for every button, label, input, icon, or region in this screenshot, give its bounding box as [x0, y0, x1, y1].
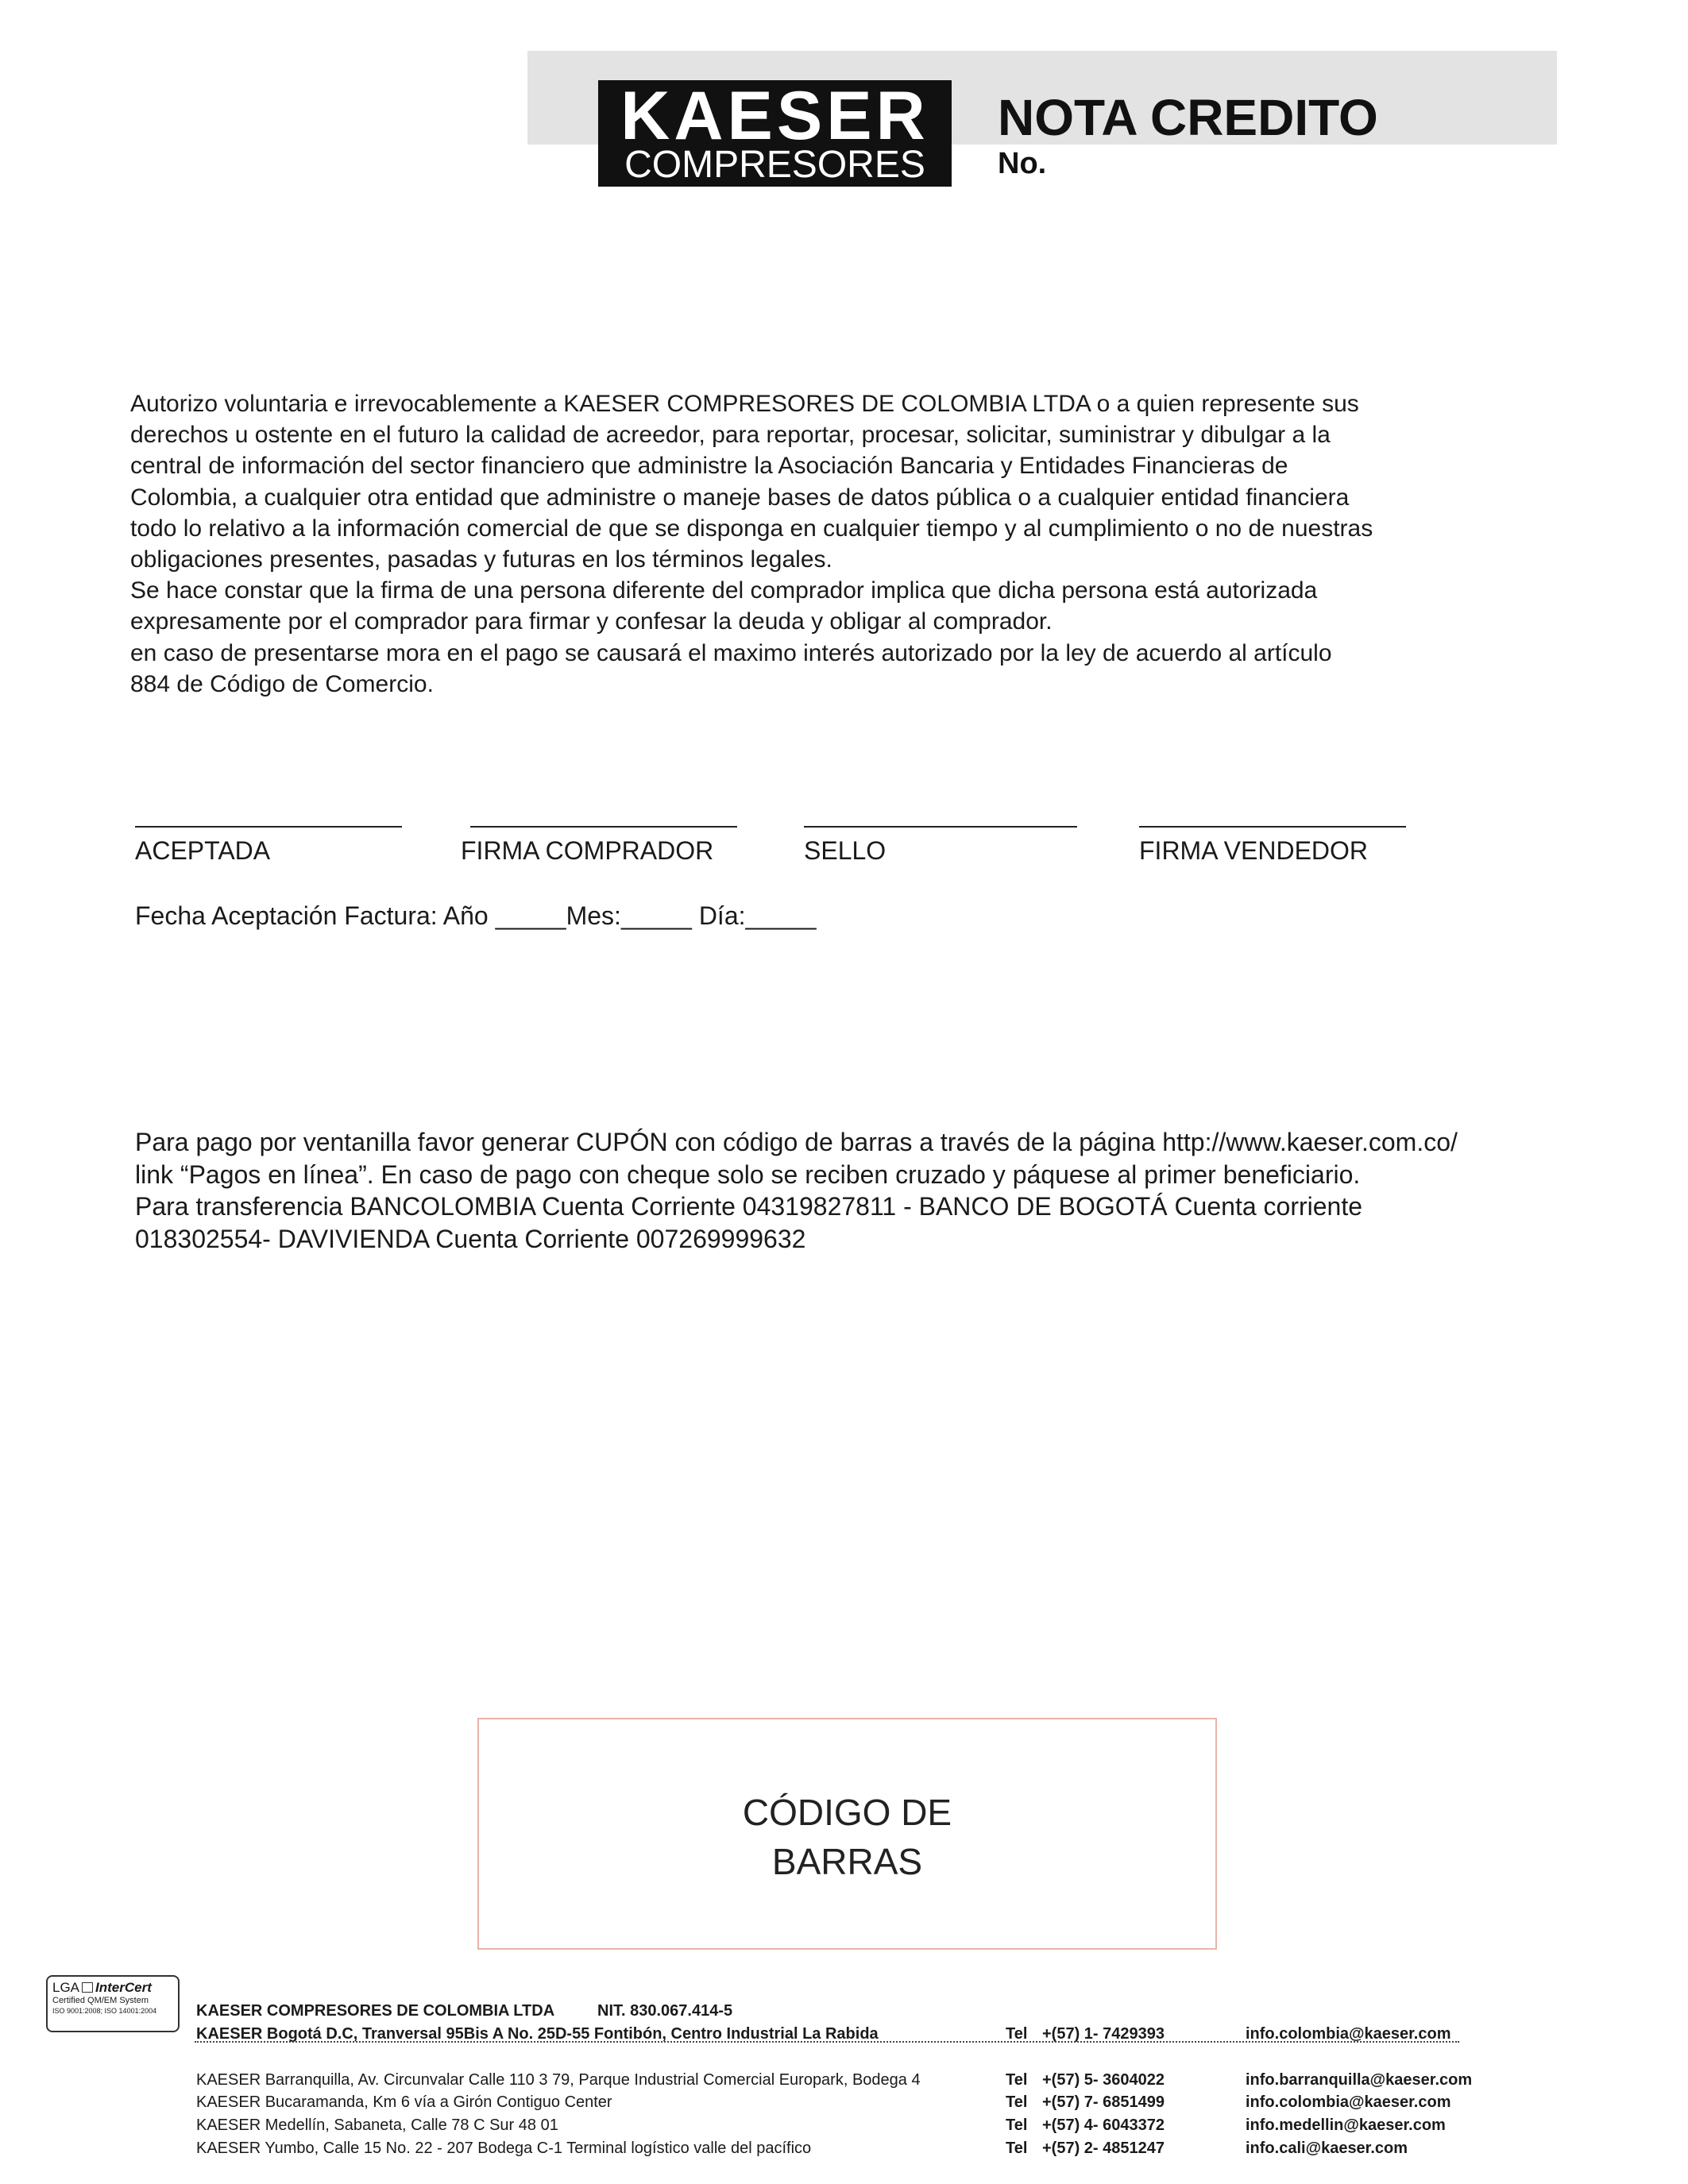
signature-line-stamp — [804, 826, 1077, 828]
footer-branch-email: info.colombia@kaeser.com — [1246, 2093, 1451, 2111]
signature-label-buyer: FIRMA COMPRADOR — [461, 836, 714, 865]
logo-subtitle: COMPRESORES — [624, 144, 925, 186]
cert-brand-right: InterCert — [95, 1980, 152, 1995]
footer-nit: NIT. 830.067.414-5 — [597, 2002, 733, 2020]
payment-instructions: Para pago por ventanilla favor generar CUPÓN con código de barras a través de la página http://www.kaeser.com.co/ link “Pagos en línea”. En caso de pago con cheque solo se reciben cruzado y páquese al primer beneficiario. Para transferencia BANCOLOMBIA Cuenta Corriente 04319827811 - BANCO DE BOGOTÁ Cuenta corriente 018302554- DAVIVIENDA Cuenta Corriente 007269999632 — [135, 1128, 1458, 1253]
footer-branch-address: KAESER Yumbo, Calle 15 No. 22 - 207 Bodega C-1 Terminal logístico valle del pacífico — [196, 2140, 812, 2157]
footer-branch-email: info.medellin@kaeser.com — [1246, 2116, 1446, 2134]
cert-brand-left: LGA — [52, 1980, 80, 1995]
footer-branch-email: info.cali@kaeser.com — [1246, 2140, 1408, 2157]
signature-label-stamp: SELLO — [804, 836, 886, 865]
document-number-label: No. — [998, 147, 1047, 180]
footer-branch-tel: +(57) 7- 6851499 — [1042, 2093, 1165, 2111]
footer-branch-tel: +(57) 2- 4851247 — [1042, 2140, 1165, 2157]
footer-main-tel: +(57) 1- 7429393 — [1042, 2025, 1165, 2043]
logo-brand: KAESER — [620, 78, 929, 154]
footer-branch-email: info.barranquilla@kaeser.com — [1246, 2071, 1473, 2089]
footer-branch-tel: +(57) 4- 6043372 — [1042, 2116, 1165, 2134]
signature-line-seller — [1139, 826, 1406, 828]
footer-main-email: info.colombia@kaeser.com — [1246, 2025, 1451, 2043]
footer-branch-address: KAESER Medellín, Sabaneta, Calle 78 C Sur 48 01 — [196, 2116, 558, 2134]
footer-branch-tel: +(57) 5- 3604022 — [1042, 2071, 1165, 2089]
barcode-box — [477, 1718, 1217, 1950]
footer-branch-tel-label: Tel — [1006, 2116, 1028, 2134]
signature-line-buyer — [470, 826, 737, 828]
footer-branch-tel-label: Tel — [1006, 2093, 1028, 2111]
footer-main-tel-label: Tel — [1006, 2025, 1028, 2043]
cert-line1: Certified QM/EM System — [52, 1996, 149, 2005]
cert-line2: ISO 9001:2008; ISO 14001:2004 — [52, 2007, 157, 2015]
footer-divider — [195, 2041, 1459, 2043]
footer-company: KAESER COMPRESORES DE COLOMBIA LTDA — [196, 2002, 555, 2020]
signature-label-accepted: ACEPTADA — [135, 836, 271, 865]
footer-branch-tel-label: Tel — [1006, 2071, 1028, 2089]
footer-branch-address: KAESER Barranquilla, Av. Circunvalar Calle 110 3 79, Parque Industrial Comercial Europark, Bodega 4 — [196, 2071, 921, 2089]
document-title: NOTA CREDITO — [998, 89, 1378, 146]
authorization-text: Autorizo voluntaria e irrevocablemente a KAESER COMPRESORES DE COLOMBIA LTDA o a quien represente sus derechos u ostente en el futuro la calidad de acreedor, para reportar, procesar, solicitar, suministrar y dibulgar a la central de información del sector financiero que administre la Asociación Bancaria y Entidades Financieras de Colombia, a cualquier otra entidad que administre o maneje bases de datos pública o a cualquier entidad financiera todo lo relativo a la información comercial de que se disponga en cualquier tiempo y al cumplimiento o no de nuestras obligaciones presentes, pasadas y futuras en los términos legales. Se hace constar que la firma de una persona diferente del comprador implica que dicha persona está autorizada expresamente por el comprador para firmar y confesar la deuda y obligar al comprador. en caso de presentarse mora en el pago se causará el maximo interés autorizado por la ley de acuerdo al artículo 884 de Código de Comercio. — [130, 391, 1373, 697]
acceptance-date-line: Fecha Aceptación Factura: Año _____Mes:_____ Día:_____ — [135, 901, 817, 930]
footer-main-address: KAESER Bogotá D.C, Tranversal 95Bis A No. 25D-55 Fontibón, Centro Industrial La Rabida — [196, 2025, 879, 2043]
certification-badge — [46, 1975, 180, 2032]
cert-square-icon — [82, 1982, 93, 1993]
footer-branch-address: KAESER Bucaramanda, Km 6 vía a Girón Contiguo Center — [196, 2093, 612, 2111]
signature-label-seller: FIRMA VENDEDOR — [1139, 836, 1369, 865]
footer-branch-tel-label: Tel — [1006, 2140, 1028, 2157]
kaeser-logo — [598, 80, 952, 187]
signature-line-accepted — [135, 826, 402, 828]
barcode-placeholder: CÓDIGO DE BARRAS — [742, 1792, 952, 1882]
